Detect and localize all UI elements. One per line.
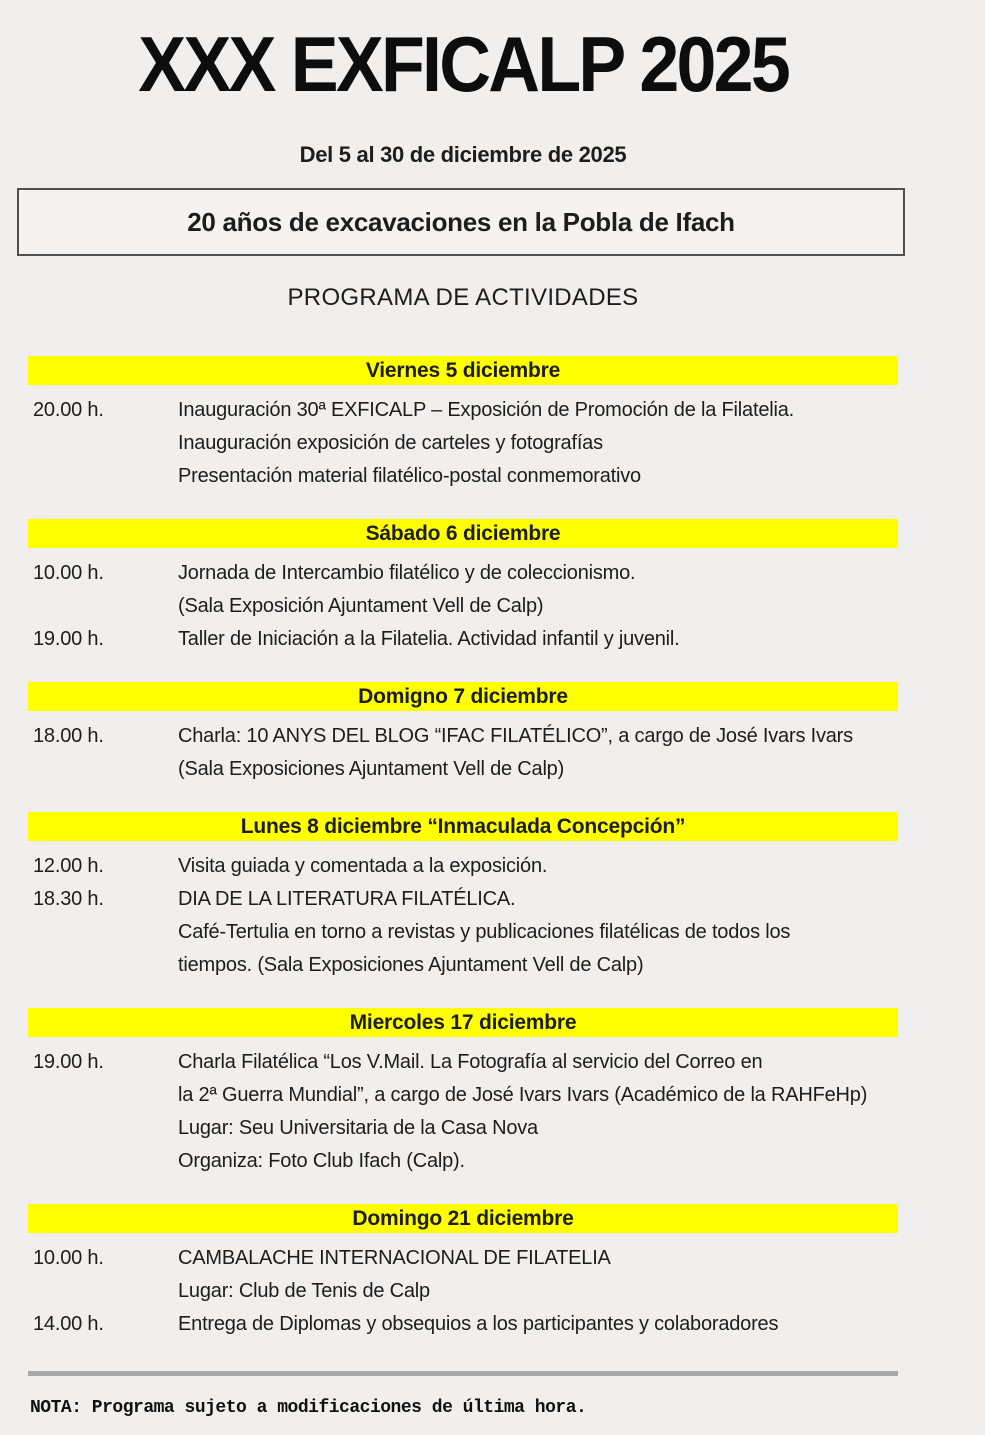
section-header: Lunes 8 diciembre “Inmaculada Concepción”: [28, 812, 898, 841]
event-time: [28, 460, 178, 493]
event-text: Organiza: Foto Club Ifach (Calp).: [178, 1150, 465, 1172]
event-text: Charla Filatélica “Los V.Mail. La Fotografía al servicio del Correo en: [178, 1051, 763, 1073]
section-header: Domigno 7 diciembre: [28, 682, 898, 711]
program-section: [28, 356, 898, 493]
event-row: [28, 1145, 898, 1178]
event-row: [28, 916, 898, 949]
section-events: [28, 841, 898, 982]
event-row: [28, 1242, 898, 1275]
event-time: [28, 949, 178, 982]
event-time: [28, 1079, 178, 1112]
event-time: 18.30 h.: [33, 888, 104, 910]
event-time: [28, 753, 178, 786]
event-row: [28, 427, 898, 460]
program-section: [28, 1008, 898, 1178]
event-text: Taller de Iniciación a la Filatelia. Actividad infantil y juvenil.: [178, 628, 680, 650]
event-text: Presentación material filatélico-postal conmemorativo: [178, 465, 641, 487]
event-text: Lugar: Club de Tenis de Calp: [178, 1280, 430, 1302]
event-text: tiempos. (Sala Exposiciones Ajuntament Vell de Calp): [178, 954, 644, 976]
event-text: Visita guiada y comentada a la exposición.: [178, 855, 548, 877]
event-time: 12.00 h.: [33, 855, 104, 877]
event-text: (Sala Exposiciones Ajuntament Vell de Calp): [178, 758, 565, 780]
event-row: [28, 1046, 898, 1079]
event-text: Entrega de Diplomas y obsequios a los participantes y colaboradores: [178, 1313, 779, 1335]
event-date-range: Del 5 al 30 de diciembre de 2025: [299, 142, 627, 167]
theme-box: [17, 188, 905, 256]
page-title: [28, 0, 898, 106]
section-events: [28, 385, 898, 493]
event-text: Jornada de Intercambio filatélico y de coleccionismo.: [178, 562, 636, 584]
event-text: (Sala Exposición Ajuntament Vell de Calp): [178, 595, 544, 617]
event-time: 18.00 h.: [33, 725, 104, 747]
event-text: CAMBALACHE INTERNACIONAL DE FILATELIA: [178, 1247, 611, 1269]
event-row: [28, 623, 898, 656]
event-text: Inauguración exposición de carteles y fotografías: [178, 432, 603, 454]
event-time: 10.00 h.: [33, 562, 104, 584]
event-text: Inauguración 30ª EXFICALP – Exposición de Promoción de la Filatelia.: [178, 399, 795, 421]
event-time: [28, 427, 178, 460]
program-section: [28, 682, 898, 786]
event-time: 19.00 h.: [33, 628, 104, 650]
program-document: [28, 0, 898, 1418]
event-text: la 2ª Guerra Mundial”, a cargo de José Ivars Ivars (Académico de la RAHFeHp): [178, 1084, 868, 1106]
event-time: [28, 1112, 178, 1145]
divider-rule: [28, 1371, 898, 1376]
event-time: [28, 1275, 178, 1308]
program-sections: [28, 356, 898, 1341]
event-row: [28, 753, 898, 786]
program-section: [28, 519, 898, 656]
event-row: [28, 1275, 898, 1308]
event-row: [28, 1079, 898, 1112]
event-time: [28, 590, 178, 623]
event-time: [28, 916, 178, 949]
section-events: [28, 1233, 898, 1341]
theme-title: 20 años de excavaciones en la Pobla de Ifach: [187, 206, 735, 237]
program-section: [28, 1204, 898, 1341]
event-time: 14.00 h.: [33, 1313, 104, 1335]
event-row: [28, 1112, 898, 1145]
event-text: Café-Tertulia en torno a revistas y publicaciones filatélicas de todos los: [178, 921, 791, 943]
event-time: [28, 1145, 178, 1178]
event-time: 20.00 h.: [33, 399, 104, 421]
event-row: [28, 720, 898, 753]
event-row: [28, 590, 898, 623]
section-events: [28, 548, 898, 656]
footer-note: NOTA: Programa sujeto a modificaciones de última hora.: [30, 1398, 587, 1418]
section-header: Domingo 21 diciembre: [28, 1204, 898, 1233]
section-header: Viernes 5 diciembre: [28, 356, 898, 385]
event-row: [28, 557, 898, 590]
event-text: Charla: 10 ANYS DEL BLOG “IFAC FILATÉLICO”, a cargo de José Ivars Ivars: [178, 725, 853, 747]
program-section: [28, 812, 898, 982]
page-title-text: XXX EXFICALP 2025: [138, 20, 788, 108]
program-heading: PROGRAMA DE ACTIVIDADES: [287, 284, 639, 311]
event-time: 10.00 h.: [33, 1247, 104, 1269]
event-row: [28, 883, 898, 916]
event-text: DIA DE LA LITERATURA FILATÉLICA.: [178, 888, 516, 910]
section-header: Sábado 6 diciembre: [28, 519, 898, 548]
event-row: [28, 394, 898, 427]
section-header: Miercoles 17 diciembre: [28, 1008, 898, 1037]
section-events: [28, 711, 898, 786]
event-text: Lugar: Seu Universitaria de la Casa Nova: [178, 1117, 538, 1139]
event-row: [28, 850, 898, 883]
event-row: [28, 949, 898, 982]
event-time: 19.00 h.: [33, 1051, 104, 1073]
section-events: [28, 1037, 898, 1178]
event-row: [28, 1308, 898, 1341]
event-row: [28, 460, 898, 493]
